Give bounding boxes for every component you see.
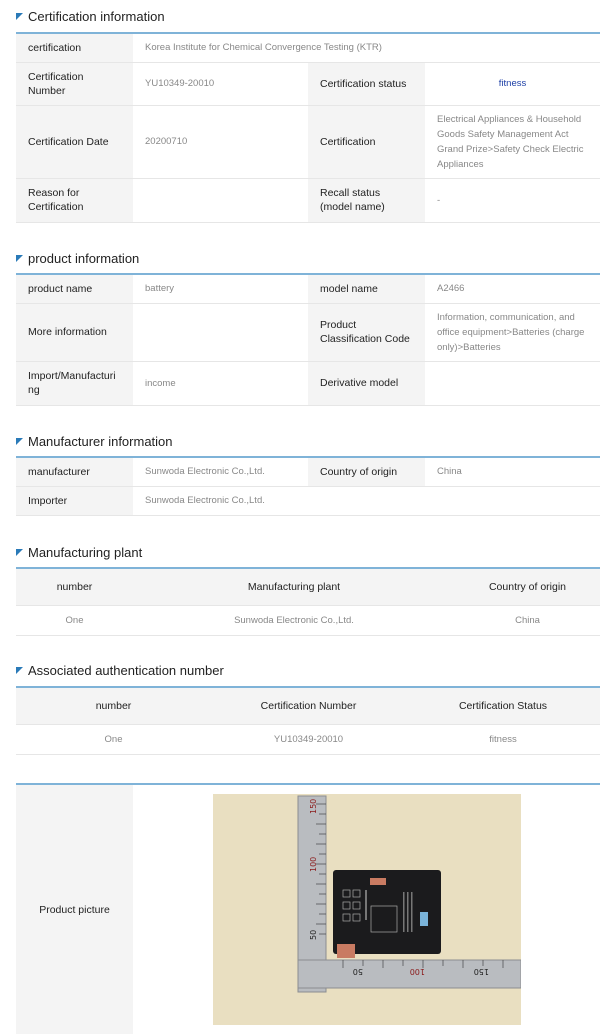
section-title-text: Manufacturing plant	[28, 545, 143, 560]
triangle-marker-icon	[16, 13, 23, 20]
associated-cell-cert-number: YU10349-20010	[211, 724, 406, 754]
recall-status-label: Recall status (model name)	[308, 178, 425, 222]
associated-cell-status: fitness	[406, 724, 600, 754]
plant-header-plant: Manufacturing plant	[133, 568, 455, 605]
certification-value: Korea Institute for Chemical Convergence Testing (KTR)	[133, 33, 600, 62]
certification-date-value: 20200710	[133, 105, 308, 178]
certification-type-value: Electrical Appliances & Household Goods Safety Management Act Grand Prize>Safety Check Electric Appliances	[425, 105, 600, 178]
certification-status-value: fitness	[425, 62, 600, 105]
ruler-label-h-100: 100	[409, 967, 425, 976]
certification-date-label: Certification Date	[16, 105, 133, 178]
associated-cell-number: One	[16, 724, 211, 754]
section-title-plant	[16, 545, 142, 560]
reason-label: Reason for Certification	[16, 178, 133, 222]
section-title-text: product information	[28, 251, 140, 266]
ruler-label-50: 50	[309, 929, 318, 940]
more-info-value	[133, 303, 308, 361]
reason-value	[133, 178, 308, 222]
country-of-origin-value: China	[425, 457, 600, 486]
ruler-label-h-50: 50	[352, 967, 363, 976]
importer-label: Importer	[16, 486, 133, 515]
model-name-label: model name	[308, 274, 425, 303]
associated-header-number: number	[16, 687, 211, 724]
country-of-origin-label: Country of origin	[308, 457, 425, 486]
certification-status-label: Certification status	[308, 62, 425, 105]
plant-cell-number: One	[16, 605, 133, 635]
product-picture-label: Product picture	[16, 785, 133, 1034]
classification-code-label: Product Classification Code	[308, 303, 425, 361]
triangle-marker-icon	[16, 667, 23, 674]
section-title-associated	[16, 663, 224, 678]
plant-cell-plant: Sunwoda Electronic Co.,Ltd.	[133, 605, 455, 635]
associated-header-status: Certification Status	[406, 687, 600, 724]
import-manufacturing-label: Import/Manufacturing	[16, 361, 133, 405]
product-name-label: product name	[16, 274, 133, 303]
importer-value: Sunwoda Electronic Co.,Ltd.	[133, 486, 600, 515]
table-row	[16, 724, 600, 754]
plant-header-origin: Country of origin	[455, 568, 600, 605]
import-manufacturing-value: income	[133, 361, 308, 405]
ruler-label-h-150: 150	[473, 967, 489, 976]
table-row	[16, 605, 600, 635]
product-picture-section	[16, 783, 600, 1034]
plant-table	[16, 567, 600, 636]
section-title-text: Associated authentication number	[28, 663, 224, 678]
associated-table	[16, 686, 600, 755]
product-photo	[213, 794, 521, 1025]
manufacturer-value: Sunwoda Electronic Co.,Ltd.	[133, 457, 308, 486]
section-title-product	[16, 251, 139, 266]
more-info-label: More information	[16, 303, 133, 361]
ruler-label-100: 100	[309, 856, 318, 872]
plant-cell-origin: China	[455, 605, 600, 635]
classification-code-value: Information, communication, and office equipment>Batteries (charge only)>Batteries	[425, 303, 600, 361]
certification-number-value: YU10349-20010	[133, 62, 308, 105]
derivative-model-value	[425, 361, 600, 405]
product-name-value: battery	[133, 274, 308, 303]
ruler-label-150: 150	[309, 798, 318, 814]
product-table	[16, 273, 600, 406]
triangle-marker-icon	[16, 438, 23, 445]
associated-header-cert-number: Certification Number	[211, 687, 406, 724]
certification-type-label: Certification	[308, 105, 425, 178]
section-title-text: Manufacturer information	[28, 434, 173, 449]
triangle-marker-icon	[16, 255, 23, 262]
certification-table	[16, 32, 600, 223]
section-title-manufacturer	[16, 434, 173, 449]
triangle-marker-icon	[16, 549, 23, 556]
section-title-text: Certification information	[28, 9, 165, 24]
recall-status-value: -	[425, 178, 600, 222]
certification-label: certification	[16, 33, 133, 62]
section-title-certification	[16, 9, 165, 24]
model-name-value: A2466	[425, 274, 600, 303]
certification-number-label: Certification Number	[16, 62, 133, 105]
manufacturer-table	[16, 456, 600, 516]
derivative-model-label: Derivative model	[308, 361, 425, 405]
plant-header-number: number	[16, 568, 133, 605]
manufacturer-label: manufacturer	[16, 457, 133, 486]
